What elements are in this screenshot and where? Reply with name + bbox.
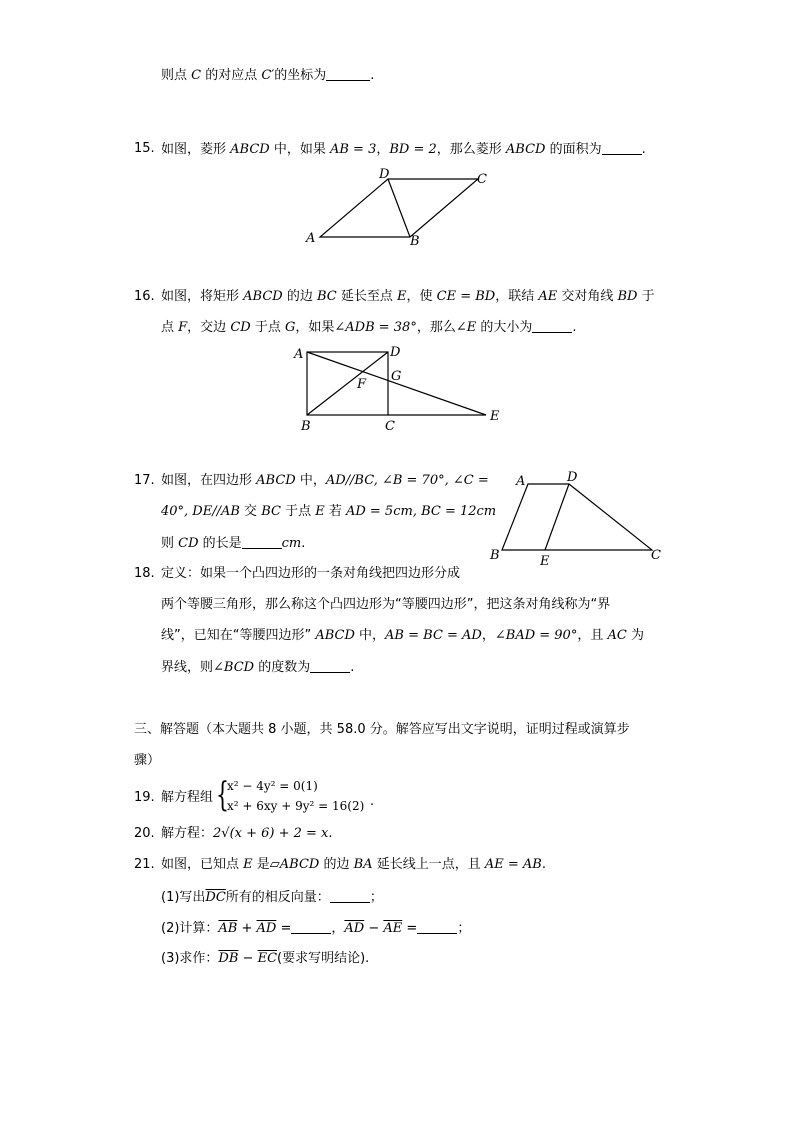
answer-blank[interactable] — [326, 66, 370, 81]
label-E: E — [540, 554, 550, 569]
label-B: B — [490, 548, 500, 563]
q19-eq2: x² + 6xy + 9y² = 16(2) — [227, 799, 365, 813]
q14-tail: 则点 C 的对应点 C′的坐标为 . — [161, 68, 375, 83]
label-A: A — [516, 474, 526, 489]
section-heading-cont: 骤） — [134, 753, 161, 768]
section-heading: 三、解答题（本大题共 8 小题，共 58.0 分。解答应写出文字说明，证明过程或演算步 — [134, 722, 630, 737]
q20-text: 解方程：2√(x + 6) + 2 = x. — [161, 826, 333, 841]
label-C: C — [385, 419, 395, 434]
answer-blank[interactable] — [602, 140, 642, 155]
label-F: F — [357, 377, 367, 392]
label-A: A — [294, 347, 304, 362]
q21-sub2: (2)计算：$\overline{AB} + \overline{AD}$ = ，$\overline{AD} - \overline{AE}$ = ； — [161, 921, 471, 936]
q21-sub1: (1)写出$\overline{DC}$所有的相反向量： ； — [161, 890, 383, 905]
q19-label: 解方程组 — [161, 790, 214, 805]
q18-line1: 定义：如果一个凸四边形的一条对角线把四边形分成 — [161, 566, 461, 581]
q17-line2: 40°, DE//AB 交 BC 于点 E 若 AD = 5cm, BC = 12cm — [161, 504, 497, 519]
answer-blank[interactable] — [330, 888, 370, 903]
q21-line1: 如图，已知点 E 是▱ABCD 的边 BA 延长线上一点，且 AE = AB. — [161, 857, 546, 872]
answer-blank[interactable] — [291, 919, 331, 934]
q21-sub3: (3)求作：$\overline{DB} - \overline{EC}$(要求写明结论). — [161, 951, 370, 966]
label-E: E — [490, 409, 500, 424]
q18-line3: 线”，已知在“等腰四边形” ABCD 中，AB = BC = AD，∠BAD = 90°，且 AC 为 — [161, 628, 644, 643]
answer-blank[interactable] — [417, 919, 457, 934]
rectangle-figure — [290, 342, 520, 437]
q16-line1: 如图，将矩形 ABCD 的边 BC 延长至点 E，使 CE = BD，联结 AE 交对角线 BD 于 — [161, 289, 655, 304]
label-B: B — [410, 234, 420, 249]
question-number: 18. — [134, 566, 155, 581]
q17-line1: 如图，在四边形 ABCD 中，AD//BC, ∠B = 70°, ∠C = — [161, 473, 489, 488]
label-A: A — [306, 231, 316, 246]
q18-line4: 界线，则∠BCD 的度数为 . — [161, 660, 355, 675]
label-C: C — [651, 548, 661, 563]
q19-eq1: x² − 4y² = 0(1) — [227, 779, 318, 793]
answer-blank[interactable] — [310, 658, 350, 673]
q20-equation: 2√(x + 6) + 2 = x — [213, 826, 329, 841]
question-number: 21. — [134, 857, 155, 872]
rhombus-figure — [300, 165, 500, 250]
answer-blank[interactable] — [532, 318, 572, 333]
q18-line2: 两个等腰三角形，那么称这个凸四边形为“等腰四边形”，把这条对角线称为“界 — [161, 597, 611, 612]
question-number: 15. — [134, 141, 155, 156]
q15-text: 如图，菱形 ABCD 中，如果 AB = 3，BD = 2，那么菱形 ABCD 的面积为 . — [161, 142, 646, 157]
trapezoid-figure — [488, 470, 668, 570]
label-C: C — [477, 172, 487, 187]
label-D: D — [379, 167, 390, 182]
q19-end: . — [370, 794, 375, 809]
equation-brace: { — [216, 775, 229, 815]
label-D: D — [390, 345, 401, 360]
label-B: B — [301, 419, 311, 434]
label-D: D — [567, 470, 578, 485]
q16-line2: 点 F，交边 CD 于点 G，如果∠ADB = 38°，那么∠E 的大小为 . — [161, 320, 577, 335]
question-number: 19. — [134, 790, 155, 805]
question-number: 16. — [134, 289, 155, 304]
label-G: G — [391, 369, 402, 384]
question-number: 20. — [134, 826, 155, 841]
answer-blank[interactable] — [242, 534, 282, 549]
question-number: 17. — [134, 473, 155, 488]
q17-line3: 则 CD 的长是 cm. — [161, 536, 306, 551]
